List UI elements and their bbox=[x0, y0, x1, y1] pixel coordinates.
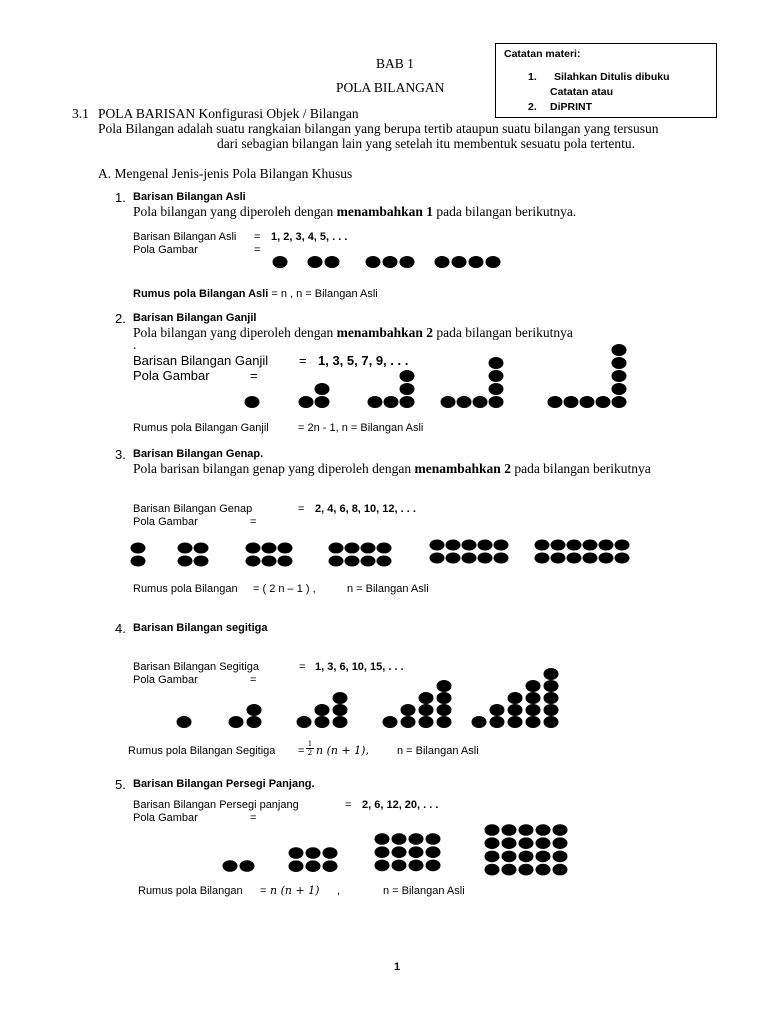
dot bbox=[329, 556, 344, 567]
dot bbox=[400, 383, 415, 395]
section-number: 3.1 bbox=[72, 106, 89, 121]
dot bbox=[583, 540, 598, 551]
dot bbox=[368, 396, 383, 408]
item1-number: 1. bbox=[115, 190, 126, 205]
notes-item1-num: 1. bbox=[528, 71, 537, 83]
dot bbox=[583, 553, 598, 564]
dot bbox=[131, 556, 146, 567]
dot bbox=[419, 716, 434, 728]
dot bbox=[612, 344, 627, 356]
dot bbox=[297, 716, 312, 728]
dot bbox=[375, 860, 390, 872]
dot bbox=[315, 716, 330, 728]
dot bbox=[544, 692, 559, 704]
dot bbox=[131, 543, 146, 554]
dot bbox=[299, 396, 314, 408]
dot bbox=[329, 543, 344, 554]
dot bbox=[553, 837, 568, 849]
dot bbox=[612, 370, 627, 382]
dot bbox=[551, 540, 566, 551]
pattern-bilangan-segitiga bbox=[177, 668, 559, 728]
item5-rumus-eq: = bbox=[260, 885, 267, 897]
dot bbox=[278, 543, 293, 554]
subsection-a: A. Mengenal Jenis-jenis Pola Bilangan Khusus bbox=[98, 166, 353, 181]
dot bbox=[419, 704, 434, 716]
item1-seq-values: 1, 2, 3, 4, 5, . . . bbox=[271, 231, 348, 243]
dot bbox=[419, 692, 434, 704]
item3-description: Pola barisan bilangan genap yang diperoleh dengan menambahkan 2 pada bilangan berikutnya bbox=[133, 461, 651, 476]
dot bbox=[519, 864, 534, 876]
dot bbox=[315, 396, 330, 408]
dot bbox=[485, 864, 500, 876]
section-intro-line1: Pola Bilangan adalah suatu rangkaian bilangan yang berupa tertib ataupun suatu bilangan yang tersusun bbox=[98, 121, 659, 136]
dot bbox=[308, 256, 323, 268]
dot bbox=[384, 396, 399, 408]
dot bbox=[567, 540, 582, 551]
dot bbox=[437, 692, 452, 704]
dot bbox=[502, 851, 517, 863]
dot bbox=[469, 256, 484, 268]
dot bbox=[536, 851, 551, 863]
dot bbox=[323, 847, 338, 859]
item2-seq-label: Barisan Bilangan Ganjil bbox=[133, 353, 269, 368]
section-intro-line2: dari sebagian bilangan lain yang setelah itu membentuk sesuatu pola tertentu. bbox=[217, 136, 635, 151]
dot bbox=[489, 370, 504, 382]
dot bbox=[194, 556, 209, 567]
dot bbox=[426, 860, 441, 872]
item1-rumus: Rumus pola Bilangan Asli = n , n = Bilangan Asli bbox=[133, 288, 378, 300]
dot bbox=[409, 833, 424, 845]
dot bbox=[599, 553, 614, 564]
item4-pic-label: Pola Gambar bbox=[133, 674, 198, 686]
dot bbox=[437, 680, 452, 692]
dot bbox=[544, 716, 559, 728]
dot bbox=[519, 824, 534, 836]
dot bbox=[535, 540, 550, 551]
dot bbox=[478, 540, 493, 551]
dot bbox=[366, 256, 381, 268]
dot bbox=[564, 396, 579, 408]
item2-number: 2. bbox=[115, 311, 126, 326]
dot bbox=[315, 704, 330, 716]
dot bbox=[478, 553, 493, 564]
dot bbox=[489, 357, 504, 369]
dot bbox=[502, 864, 517, 876]
item4-rumus-formula: n (n + 1), bbox=[316, 744, 369, 757]
dot bbox=[278, 556, 293, 567]
item1-pic-eq: = bbox=[254, 244, 261, 256]
dot bbox=[325, 256, 340, 268]
dot bbox=[315, 383, 330, 395]
dot bbox=[223, 860, 238, 872]
item1-seq-label: Barisan Bilangan Asli bbox=[133, 231, 237, 243]
page-title: POLA BILANGAN bbox=[336, 80, 445, 95]
dot bbox=[246, 556, 261, 567]
dot bbox=[361, 543, 376, 554]
item5-number: 5. bbox=[115, 777, 126, 792]
dot bbox=[426, 846, 441, 858]
dot bbox=[462, 553, 477, 564]
dot bbox=[426, 833, 441, 845]
dot bbox=[508, 692, 523, 704]
dot bbox=[441, 396, 456, 408]
item4-rumus-eq: = bbox=[298, 745, 305, 757]
dot bbox=[361, 556, 376, 567]
dot bbox=[485, 824, 500, 836]
dot bbox=[246, 543, 261, 554]
pattern-bilangan-genap bbox=[131, 540, 630, 567]
fraction-denominator: 2 bbox=[307, 749, 313, 757]
dot bbox=[508, 704, 523, 716]
item5-seq-values: 2, 6, 12, 20, . . . bbox=[362, 799, 439, 811]
dot bbox=[485, 851, 500, 863]
dot bbox=[383, 256, 398, 268]
item5-pic-label: Pola Gambar bbox=[133, 812, 198, 824]
dot bbox=[289, 847, 304, 859]
dot bbox=[245, 396, 260, 408]
dot bbox=[333, 704, 348, 716]
dot bbox=[409, 846, 424, 858]
dot bbox=[544, 668, 559, 680]
dot bbox=[345, 556, 360, 567]
dot bbox=[612, 383, 627, 395]
item3-rumus-value: = ( 2 n – 1 ) , bbox=[253, 583, 316, 595]
item2-seq-values: 1, 3, 5, 7, 9, . . . bbox=[318, 353, 409, 368]
dot bbox=[519, 837, 534, 849]
item3-seq-values: 2, 4, 6, 8, 10, 12, . . . bbox=[315, 503, 416, 515]
item2-rumus-value: = 2n - 1, n = Bilangan Asli bbox=[298, 422, 424, 434]
dot bbox=[486, 256, 501, 268]
dot bbox=[567, 553, 582, 564]
dot bbox=[580, 396, 595, 408]
item2-pic-eq: = bbox=[250, 368, 258, 383]
item2-rumus-label: Rumus pola Bilangan Ganjil bbox=[133, 422, 269, 434]
dot bbox=[430, 553, 445, 564]
item4-seq-label: Barisan Bilangan Segitiga bbox=[133, 661, 259, 673]
dot bbox=[345, 543, 360, 554]
dot bbox=[473, 396, 488, 408]
dot bbox=[375, 846, 390, 858]
item1-pic-label: Pola Gambar bbox=[133, 244, 198, 256]
dot bbox=[612, 396, 627, 408]
dot bbox=[472, 716, 487, 728]
dot bbox=[229, 716, 244, 728]
dot bbox=[502, 837, 517, 849]
item5-rumus-note: n = Bilangan Asli bbox=[383, 885, 465, 897]
dot bbox=[383, 716, 398, 728]
item3-number: 3. bbox=[115, 447, 126, 462]
notes-item2-text: DiPRINT bbox=[550, 101, 592, 113]
dot bbox=[435, 256, 450, 268]
dot bbox=[437, 704, 452, 716]
item5-rumus-label: Rumus pola Bilangan bbox=[138, 885, 243, 897]
item3-rumus-label: Rumus pola Bilangan bbox=[133, 583, 238, 595]
bab-label: BAB 1 bbox=[376, 56, 414, 71]
dot bbox=[392, 860, 407, 872]
item2-seq-eq: = bbox=[299, 353, 307, 368]
dot bbox=[526, 704, 541, 716]
item4-seq-eq: = bbox=[299, 661, 306, 673]
dot bbox=[247, 716, 262, 728]
item5-rumus-comma: , bbox=[337, 885, 341, 897]
item5-seq-eq: = bbox=[345, 799, 352, 811]
item3-seq-eq: = bbox=[298, 503, 305, 515]
dot bbox=[490, 716, 505, 728]
dot bbox=[494, 540, 509, 551]
item5-seq-label: Barisan Bilangan Persegi panjang bbox=[133, 799, 299, 811]
dot bbox=[489, 383, 504, 395]
dot bbox=[323, 860, 338, 872]
dot bbox=[247, 704, 262, 716]
item4-pic-eq: = bbox=[250, 674, 257, 686]
dot bbox=[400, 396, 415, 408]
dot bbox=[430, 540, 445, 551]
dot bbox=[462, 540, 477, 551]
dot bbox=[194, 543, 209, 554]
dot bbox=[526, 680, 541, 692]
dot bbox=[262, 556, 277, 567]
dot bbox=[485, 837, 500, 849]
dot bbox=[553, 824, 568, 836]
dot bbox=[392, 833, 407, 845]
item3-title: Barisan Bilangan Genap. bbox=[133, 448, 264, 460]
pattern-bilangan-ganjil bbox=[245, 344, 627, 408]
dot bbox=[548, 396, 563, 408]
notes-item1-line2: Catatan atau bbox=[550, 86, 614, 98]
dot bbox=[178, 543, 193, 554]
dot bbox=[437, 716, 452, 728]
item1-title: Barisan Bilangan Asli bbox=[133, 191, 246, 203]
dot bbox=[502, 824, 517, 836]
item4-rumus-note: n = Bilangan Asli bbox=[397, 745, 479, 757]
dot bbox=[273, 256, 288, 268]
dot bbox=[615, 540, 630, 551]
dot bbox=[401, 704, 416, 716]
item5-pic-eq: = bbox=[250, 812, 257, 824]
dot bbox=[392, 846, 407, 858]
dot bbox=[333, 692, 348, 704]
dot bbox=[377, 556, 392, 567]
dot bbox=[599, 540, 614, 551]
item5-rumus-formula: n (n + 1) bbox=[270, 884, 320, 897]
item3-pic-label: Pola Gambar bbox=[133, 516, 198, 528]
dot bbox=[553, 851, 568, 863]
pattern-bilangan-asli bbox=[273, 256, 501, 268]
dot bbox=[494, 553, 509, 564]
item3-rumus-note: n = Bilangan Asli bbox=[347, 583, 429, 595]
dot bbox=[536, 864, 551, 876]
dot bbox=[553, 864, 568, 876]
dot bbox=[446, 553, 461, 564]
dot bbox=[452, 256, 467, 268]
dot bbox=[401, 716, 416, 728]
dot bbox=[375, 833, 390, 845]
item4-number: 4. bbox=[115, 621, 126, 636]
dot bbox=[306, 847, 321, 859]
dot bbox=[400, 256, 415, 268]
item2-pic-label: Pola Gambar bbox=[133, 368, 210, 383]
dot bbox=[490, 704, 505, 716]
dot bbox=[262, 543, 277, 554]
dot bbox=[536, 837, 551, 849]
dot bbox=[400, 370, 415, 382]
dot bbox=[536, 824, 551, 836]
dot bbox=[615, 553, 630, 564]
dot bbox=[526, 716, 541, 728]
item5-title: Barisan Bilangan Persegi Panjang. bbox=[133, 778, 315, 790]
section-heading: POLA BARISAN Konfigurasi Objek / Bilangan bbox=[98, 106, 359, 121]
page-number: 1 bbox=[394, 961, 401, 973]
notes-item2-num: 2. bbox=[528, 101, 537, 113]
dot bbox=[508, 716, 523, 728]
notes-title: Catatan materi: bbox=[504, 48, 581, 60]
item3-seq-label: Barisan Bilangan Genap bbox=[133, 503, 253, 515]
dot bbox=[526, 692, 541, 704]
item1-description: Pola bilangan yang diperoleh dengan menambahkan 1 pada bilangan berikutnya. bbox=[133, 204, 577, 219]
dot bbox=[519, 851, 534, 863]
dot bbox=[377, 543, 392, 554]
dot bbox=[240, 860, 255, 872]
dot bbox=[178, 556, 193, 567]
dot bbox=[409, 860, 424, 872]
dot bbox=[306, 860, 321, 872]
dot bbox=[544, 704, 559, 716]
item4-title: Barisan Bilangan segitiga bbox=[133, 622, 268, 634]
dot bbox=[551, 553, 566, 564]
item1-seq-eq: = bbox=[254, 231, 261, 243]
item3-pic-eq: = bbox=[250, 516, 257, 528]
item2-description: Pola bilangan yang diperoleh dengan menambahkan 2 pada bilangan berikutnya bbox=[133, 325, 573, 340]
dot bbox=[612, 357, 627, 369]
pattern-bilangan-persegi-panjang bbox=[223, 824, 568, 875]
item4-rumus-label: Rumus pola Bilangan Segitiga bbox=[128, 745, 276, 757]
dot bbox=[489, 396, 504, 408]
notes-item1-line1: Silahkan Ditulis dibuku bbox=[554, 71, 670, 83]
item4-seq-values: 1, 3, 6, 10, 15, . . . bbox=[315, 661, 404, 673]
dot bbox=[333, 716, 348, 728]
dot bbox=[544, 680, 559, 692]
item2-title: Barisan Bilangan Ganjil bbox=[133, 312, 257, 324]
dot bbox=[535, 553, 550, 564]
fraction-numerator: 1 bbox=[307, 740, 313, 748]
dot bbox=[446, 540, 461, 551]
dot bbox=[457, 396, 472, 408]
dot bbox=[596, 396, 611, 408]
dot bbox=[289, 860, 304, 872]
item2-description-dot: . bbox=[133, 337, 137, 352]
dot bbox=[177, 716, 192, 728]
